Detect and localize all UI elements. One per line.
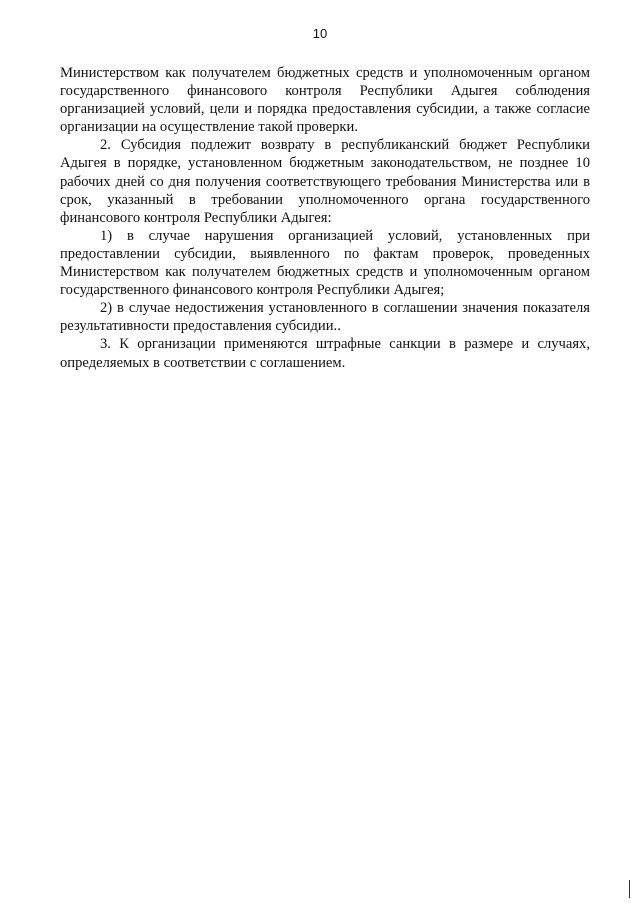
paragraph-clause-2: 2. Субсидия подлежит возврату в республиканский бюджет Республики Адыгея в порядке, установленном бюджетным законодательством, не позднее 10 рабочих дней со дня получения соответствующего требования Министерства или в срок, указанный в требовании уполномоченного органа государственного финансового контроля Республики Адыгея: <box>60 137 590 226</box>
paragraph-continuation: Министерством как получателем бюджетных средств и уполномоченным органом государственного финансового контроля Республики Адыгея соблюдения организацией условий, цели и порядка предоставления субсидии, а также согласие организации на осуществление такой проверки. <box>60 65 590 136</box>
paragraph-clause-3: 3. К организации применяются штрафные санкции в размере и случаях, определяемых в соответствии с соглашением. <box>60 336 590 371</box>
paragraph-subclause-1: 1) в случае нарушения организацией условий, установленных при предоставлении субсидии, выявленного по фактам проверок, проведенных Министерством как получателем бюджетных средств и уполномоченным органом государственного финансового контроля Республики Адыгея; <box>60 227 590 299</box>
document-body <box>60 64 590 372</box>
paragraph-subclause-2: 2) в случае недостижения установленного в соглашении значения показателя результативности предоставления субсидии.. <box>60 300 590 335</box>
page-edge-mark <box>629 880 630 898</box>
page-number: 10 <box>312 26 328 41</box>
